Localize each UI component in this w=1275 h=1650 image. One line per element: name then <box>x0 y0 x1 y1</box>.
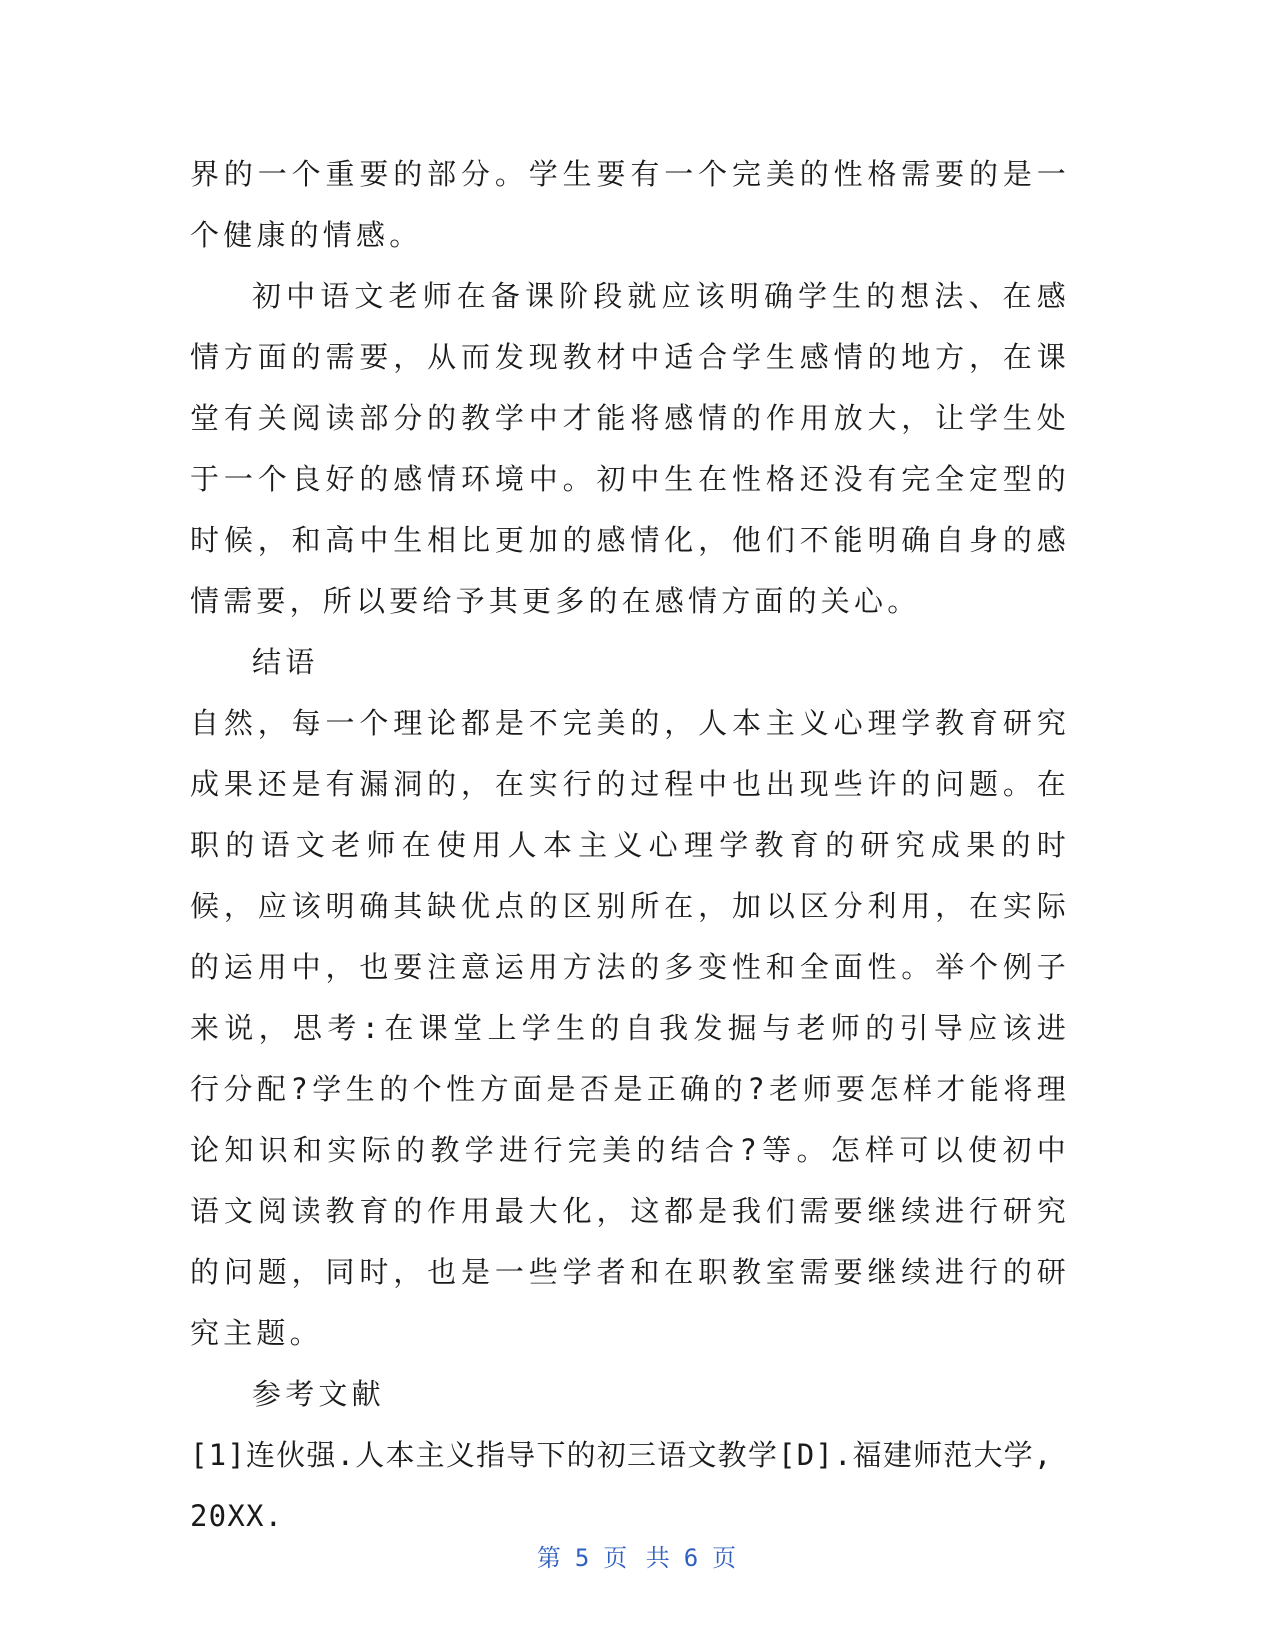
references-heading: 参考文献 <box>252 1377 385 1411</box>
footer-current-page: 5 <box>574 1544 592 1572</box>
footer-prefix: 第 <box>536 1544 563 1572</box>
conclusion-heading: 结语 <box>252 645 319 679</box>
footer-middle: 页 共 <box>603 1544 672 1572</box>
reference-item: [1]连伙强.人本主义指导下的初三语文教学[D].福建师范大学,20XX. <box>190 1438 1053 1533</box>
document-body <box>190 144 1070 1547</box>
page-footer <box>0 1538 1275 1573</box>
footer-suffix: 页 <box>712 1544 739 1572</box>
paragraph-continuation: 界的一个重要的部分。学生要有一个完美的性格需要的是一个健康的情感。 <box>190 157 1070 252</box>
footer-total-pages: 6 <box>683 1544 701 1572</box>
paragraph-teacher-preparation: 初中语文老师在备课阶段就应该明确学生的想法、在感情方面的需要，从而发现教材中适合学生感情的地方，在课堂有关阅读部分的教学中才能将感情的作用放大，让学生处于一个良好的感情环境中。初中生在性格还没有完全定型的时候，和高中生相比更加的感情化，他们不能明确自身的感情需要，所以要给予其更多的在感情方面的关心。 <box>190 279 1070 618</box>
conclusion-paragraph: 自然，每一个理论都是不完美的，人本主义心理学教育研究成果还是有漏洞的，在实行的过程中也出现些许的问题。在职的语文老师在使用人本主义心理学教育的研究成果的时候，应该明确其缺优点的区别所在，加以区分利用，在实际的运用中，也要注意运用方法的多变性和全面性。举个例子来说，思考:在课堂上学生的自我发掘与老师的引导应该进行分配?学生的个性方面是否是正确的?老师要怎样才能将理论知识和实际的教学进行完美的结合?等。怎样可以使初中语文阅读教育的作用最大化，这都是我们需要继续进行研究的问题，同时，也是一些学者和在职教室需要继续进行的研究主题。 <box>190 706 1070 1350</box>
